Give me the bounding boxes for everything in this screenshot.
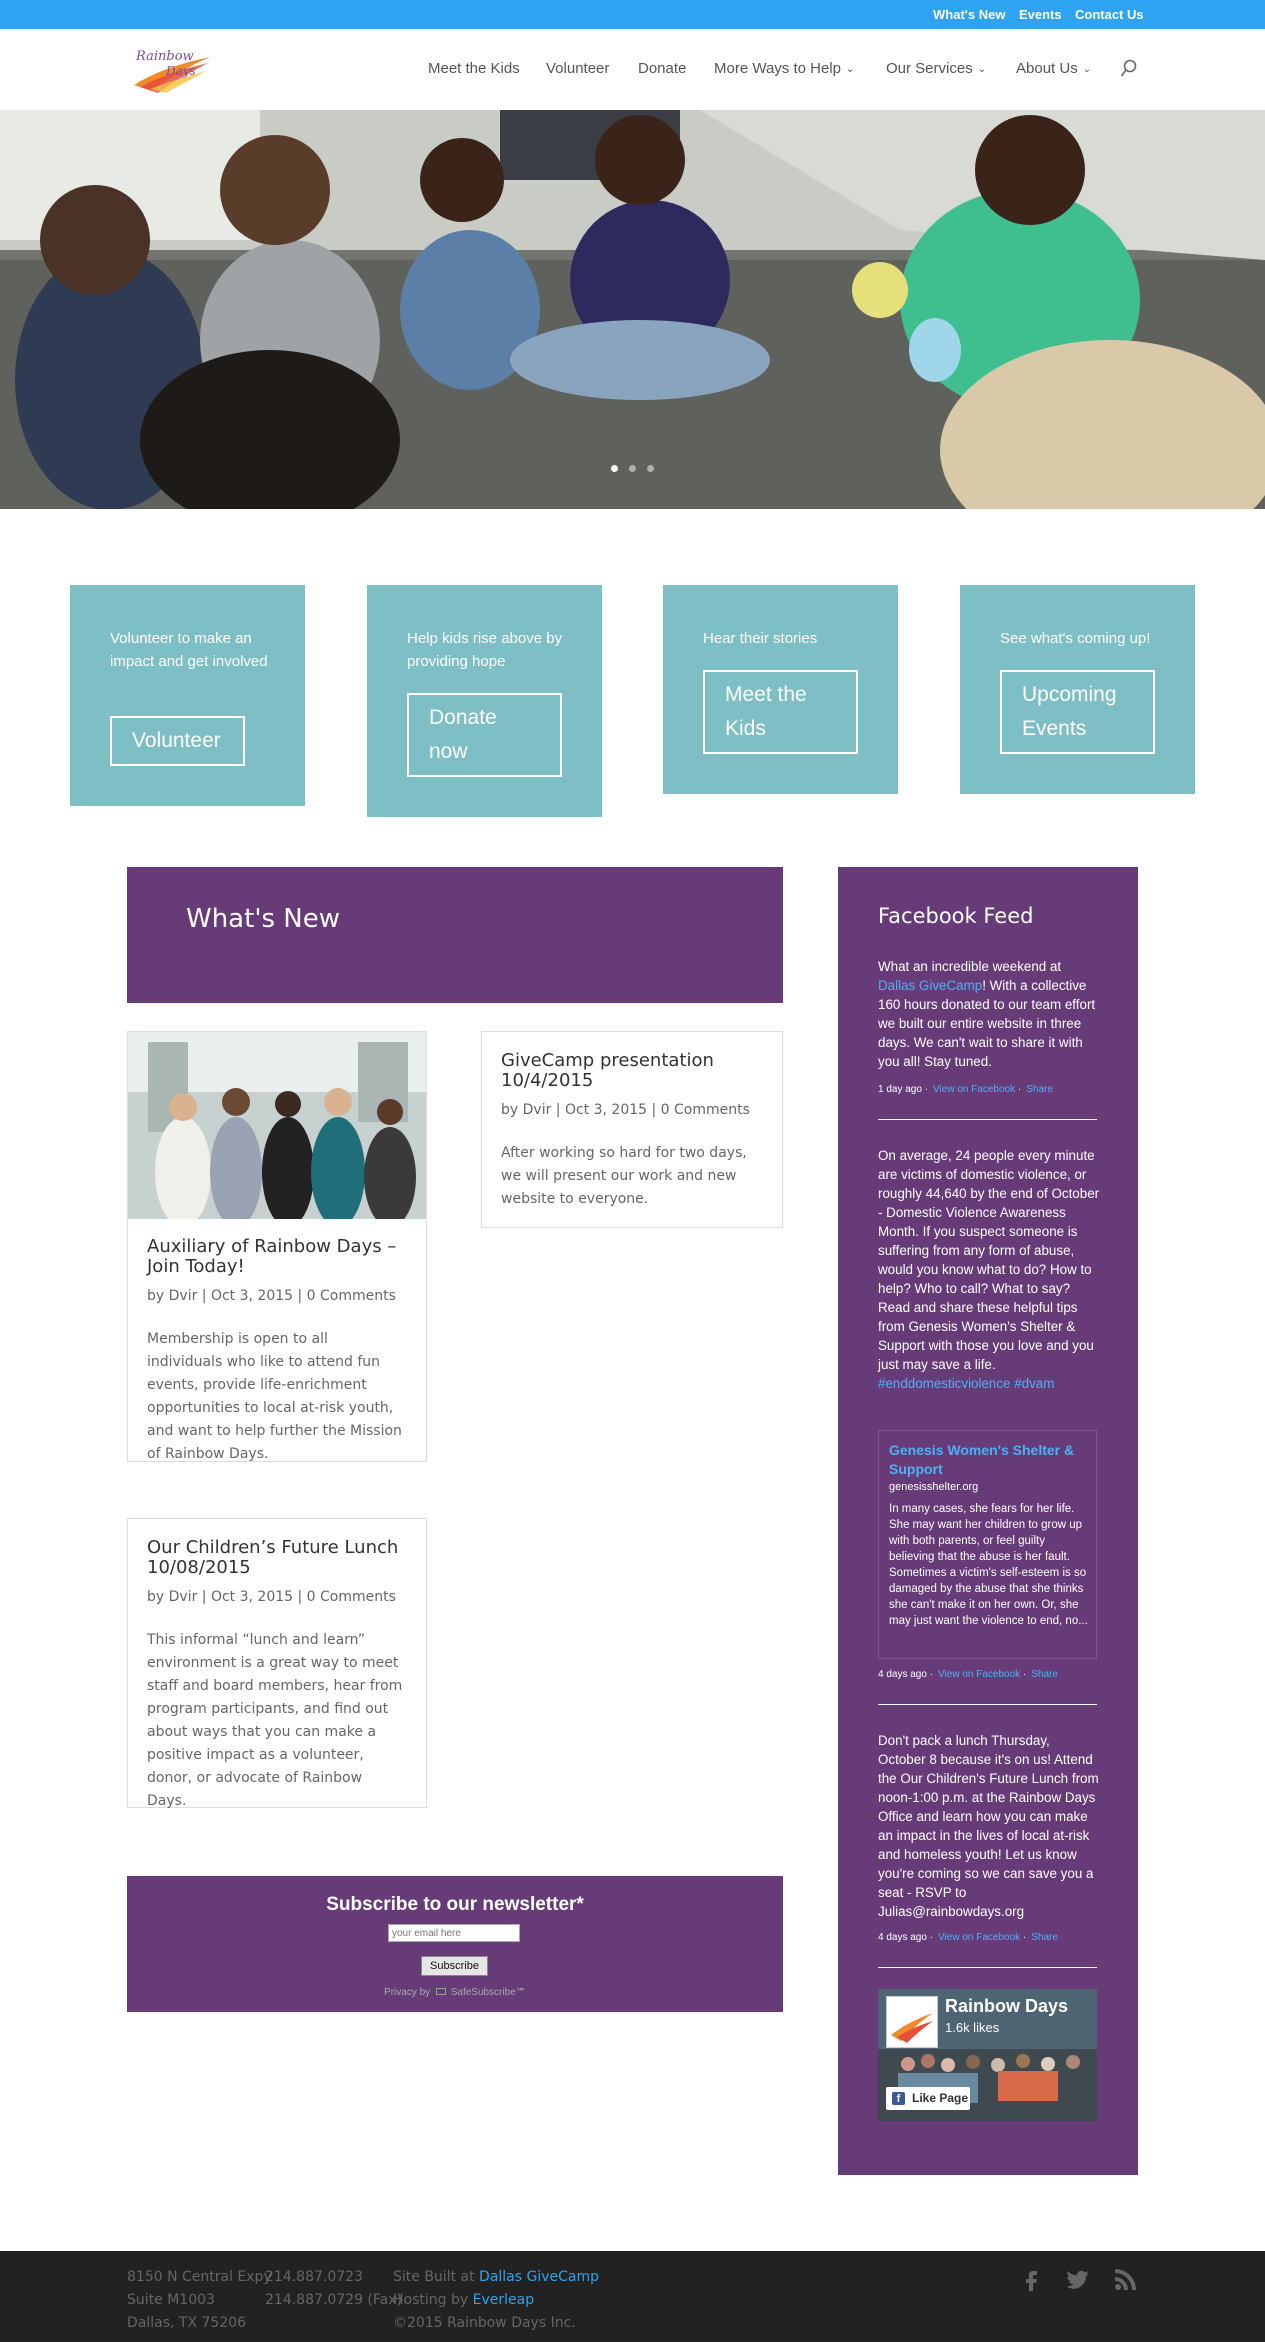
facebook-feed xyxy=(838,867,1138,2175)
facebook-icon[interactable] xyxy=(1019,2267,1043,2291)
fb-post-age: 4 days ago xyxy=(878,1932,927,1943)
facebook-page-plugin[interactable] xyxy=(878,1989,1097,2121)
cta-volunteer xyxy=(70,585,305,806)
whats-new-banner xyxy=(127,867,783,1003)
privacy-label: Privacy by xyxy=(384,1987,431,1998)
logo-swoosh-icon xyxy=(887,1997,937,2047)
nav-label: Our Services xyxy=(886,60,973,77)
hero-slider[interactable] xyxy=(0,110,1265,509)
fb-post-text-part: On average, 24 people every minute are victims of domestic violence, or roughly 44,640 by the end of October - Domestic Violence Awareness Month. If you suspect someone is suffering from any form of abuse, would you know what to do? How to help? Who to call? What to say? Read and share these helpful tips from Genesis Women's Shelter & Support with those you love and you just may save a life. xyxy=(878,1148,1100,1372)
chevron-down-icon: ⌄ xyxy=(977,64,987,75)
post-featured-image[interactable] xyxy=(128,1032,426,1219)
hosting-line xyxy=(393,2289,599,2312)
share-link[interactable]: Share xyxy=(1031,1932,1058,1943)
nav-volunteer[interactable] xyxy=(546,60,609,77)
page-name[interactable]: Rainbow Days xyxy=(945,1996,1069,2016)
address-line: 8150 N Central Expy xyxy=(127,2269,272,2285)
donate-now-button[interactable]: Donate now xyxy=(407,693,562,777)
blog-post-card xyxy=(127,1031,427,1462)
logo-text-days: Days xyxy=(166,64,196,78)
post-excerpt: Membership is open to all individuals who like to attend fun events, provide life-enrichment opportunities to local at-risk youth, and want to help further the Mission of Rainbow Days. xyxy=(147,1331,402,1462)
shared-link-title[interactable]: Genesis Women's Shelter & Support xyxy=(889,1442,1075,1477)
hashtag-links[interactable]: #enddomesticviolence #dvam xyxy=(878,1376,1055,1391)
post-meta: by Dvir | Oct 3, 2015 | 0 Comments xyxy=(501,1102,750,1118)
nav-label: Donate xyxy=(638,60,687,77)
topbar-link-events[interactable]: Events xyxy=(1019,7,1062,22)
copyright: ©2015 Rainbow Days Inc. xyxy=(393,2315,576,2331)
fb-divider xyxy=(878,1704,1097,1705)
fb-divider xyxy=(878,1967,1097,1968)
fax-number: 214.887.0729 (Fax) xyxy=(265,2292,402,2308)
share-link[interactable]: Share xyxy=(1026,1084,1053,1095)
post-title[interactable]: GiveCamp presentation 10/4/2015 xyxy=(501,1050,714,1091)
slider-dot-2[interactable] xyxy=(629,465,636,472)
address-line: Dallas, TX 75206 xyxy=(127,2315,247,2331)
post-meta: by Dvir | Oct 3, 2015 | 0 Comments xyxy=(147,1288,396,1304)
fb-post-text-part: ! With a collective 160 hours donated to our team effort we built our entire website in three days. We can't wait to share it with you all! Stay tuned. xyxy=(878,978,1096,1069)
fb-post-text xyxy=(878,1146,1100,1393)
address-line: Suite M1003 xyxy=(127,2292,215,2308)
view-on-facebook-link[interactable]: View on Facebook xyxy=(938,1932,1021,1943)
nav-label: Meet the Kids xyxy=(428,60,520,77)
whats-new-title: What's New xyxy=(186,904,340,934)
fb-shared-link-card[interactable] xyxy=(878,1430,1097,1659)
nav-meet-the-kids[interactable] xyxy=(428,60,520,77)
dallas-givecamp-link[interactable]: Dallas GiveCamp xyxy=(878,978,983,993)
like-page-button[interactable] xyxy=(886,2087,970,2110)
fb-post-info: 4 days ago · View on Facebook · Share xyxy=(878,1932,1058,1943)
topbar-link-whats-new[interactable]: What's New xyxy=(933,7,1006,22)
phone-number: 214.887.0723 xyxy=(265,2269,363,2285)
cta-description: See what's coming up! xyxy=(1000,630,1151,647)
nav-donate[interactable] xyxy=(638,60,686,77)
like-page-label: Like Page xyxy=(912,2091,969,2105)
facebook-feed-title: Facebook Feed xyxy=(878,904,1034,928)
newsletter-signup xyxy=(127,1876,783,2012)
fb-post-text-part: What an incredible weekend at xyxy=(878,959,1062,974)
subscribe-button[interactable]: Subscribe xyxy=(421,1956,488,1976)
hosting-label: Hosting by xyxy=(393,2292,473,2308)
fb-divider xyxy=(878,1119,1097,1120)
email-field[interactable] xyxy=(388,1924,520,1942)
built-at-label: Site Built at xyxy=(393,2269,480,2285)
page-likes: 1.6k likes xyxy=(945,2020,1000,2035)
footer-address xyxy=(127,2266,272,2335)
post-title[interactable]: Auxiliary of Rainbow Days – Join Today! xyxy=(147,1236,397,1277)
hero-photo xyxy=(0,110,1265,509)
slider-dot-3[interactable] xyxy=(647,465,654,472)
volunteer-button[interactable]: Volunteer xyxy=(110,716,245,766)
chevron-down-icon: ⌄ xyxy=(845,64,855,75)
rss-icon[interactable] xyxy=(1114,2267,1138,2291)
main-header xyxy=(0,29,1265,110)
topbar-link-contact-us[interactable]: Contact Us xyxy=(1075,7,1144,22)
upcoming-events-button[interactable]: Upcoming Events xyxy=(1000,670,1155,754)
built-at-line xyxy=(393,2266,599,2289)
top-bar xyxy=(0,0,1265,29)
blog-post-card xyxy=(127,1518,427,1808)
shared-link-domain: genesisshelter.org xyxy=(889,1481,979,1493)
post-meta: by Dvir | Oct 3, 2015 | 0 Comments xyxy=(147,1589,396,1605)
fb-post-info: 1 day ago · View on Facebook · Share xyxy=(878,1084,1053,1095)
post-title[interactable]: Our Children’s Future Lunch 10/08/2015 xyxy=(147,1537,399,1578)
search-icon[interactable] xyxy=(1120,59,1138,79)
site-footer xyxy=(0,2251,1265,2342)
post-excerpt: After working so hard for two days, we will present our work and new website to everyone. xyxy=(501,1145,747,1207)
page-avatar xyxy=(886,1996,938,2048)
fb-post-info: 4 days ago · View on Facebook · Share xyxy=(878,1669,1058,1680)
cta-meet-the-kids xyxy=(663,585,898,794)
view-on-facebook-link[interactable]: View on Facebook xyxy=(938,1669,1021,1680)
nav-label: Volunteer xyxy=(546,60,610,77)
fb-post-text xyxy=(878,957,1100,1071)
meet-the-kids-button[interactable]: Meet the Kids xyxy=(703,670,858,754)
footer-credits xyxy=(393,2266,599,2335)
nav-our-services[interactable] xyxy=(886,60,986,77)
cta-description: Hear their stories xyxy=(703,630,818,647)
twitter-icon[interactable] xyxy=(1067,2267,1091,2291)
view-on-facebook-link[interactable]: View on Facebook xyxy=(933,1084,1016,1095)
cta-upcoming-events xyxy=(960,585,1195,794)
logo-text-rainbow: Rainbow xyxy=(136,49,194,64)
footer-phones xyxy=(265,2266,402,2312)
dallas-givecamp-link[interactable]: Dallas GiveCamp xyxy=(479,2269,600,2285)
post-excerpt: This informal “lunch and learn” environment is a great way to meet staff and board members, hear from program participants, and find out about ways that you can make a positive impact as a volunteer, donor, or advocate of Rainbow Days. xyxy=(147,1632,403,1809)
safesubscribe-icon xyxy=(436,1988,446,1995)
slider-dot-1[interactable] xyxy=(611,465,618,472)
chevron-down-icon: ⌄ xyxy=(1082,64,1092,75)
cta-description: Help kids rise above by providing hope xyxy=(407,630,563,670)
privacy-note xyxy=(127,1987,783,1998)
nav-label: About Us xyxy=(1016,60,1078,77)
share-link[interactable]: Share xyxy=(1031,1669,1058,1680)
shared-link-excerpt: In many cases, she fears for her life. She may want her children to grow up with both parents, or feel guilty believing that the abuse is her fault. Sometimes a victim's self-esteem is so damaged by the abuse that she thinks she can't make it on her own. Or, she may just want the violence to end, no... xyxy=(889,1503,1088,1627)
cta-donate xyxy=(367,585,602,817)
nav-label: More Ways to Help xyxy=(714,60,841,77)
site-logo[interactable] xyxy=(132,45,212,95)
blog-post-card xyxy=(481,1031,783,1228)
fb-post-text: Don't pack a lunch Thursday, October 8 because it's on us! Attend the Our Children's Future Lunch from noon-1:00 p.m. at the Rainbow Days Office and learn how you can make an impact in the lives of local at-risk and homeless youth! Let us know you're coming so we can save you a seat - RSVP to Julias@rainbowdays.org xyxy=(878,1733,1099,1919)
cta-description: Volunteer to make an impact and get involved xyxy=(110,630,268,670)
nav-about-us[interactable] xyxy=(1016,60,1091,77)
safesubscribe-brand[interactable]: SafeSubscribe℠ xyxy=(450,1987,526,1998)
facebook-icon: f xyxy=(892,2092,905,2105)
everleap-link[interactable]: Everleap xyxy=(472,2292,535,2308)
fb-post-age: 1 day ago xyxy=(878,1084,922,1095)
newsletter-title: Subscribe to our newsletter* xyxy=(326,1894,584,1915)
fb-post-age: 4 days ago xyxy=(878,1669,927,1680)
nav-more-ways-to-help[interactable] xyxy=(714,60,854,77)
